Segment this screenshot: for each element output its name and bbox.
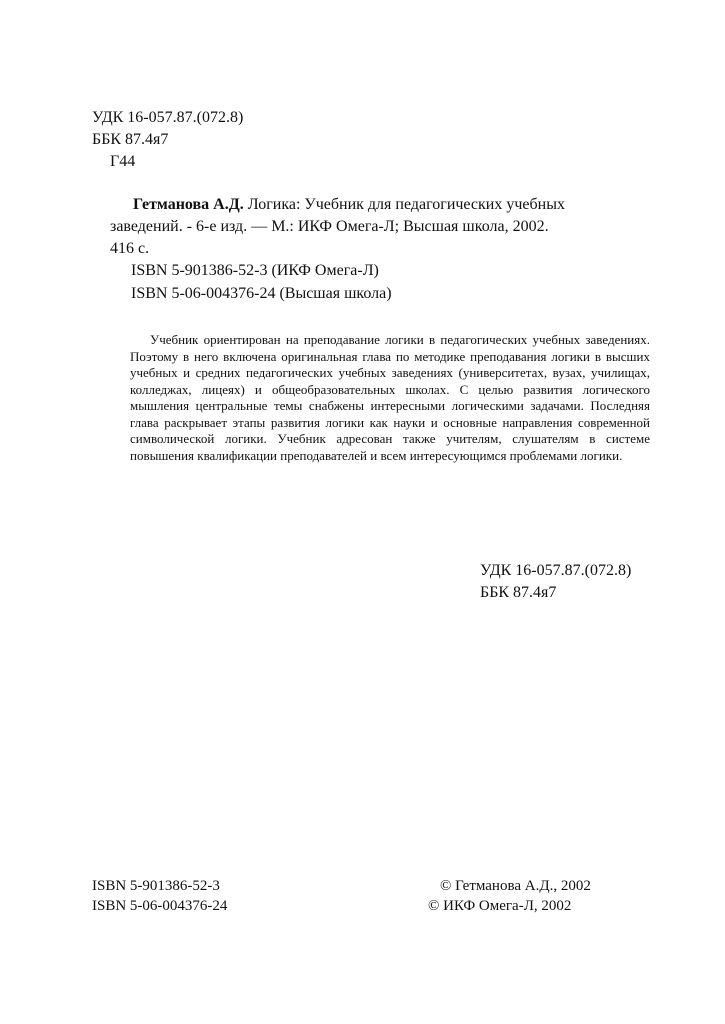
bbk-code: ББК 87.4я7	[92, 131, 169, 148]
udk-code-bottom: УДК 16-057.87.(072.8)	[480, 562, 632, 579]
isbn-line-2: ISBN 5-06-004376-24 (Высшая школа)	[131, 285, 392, 302]
copyright-publisher: © ИКФ Омега-Л, 2002	[428, 898, 572, 914]
copyright-author: © Гетманова А.Д., 2002	[440, 878, 591, 894]
footer-isbn-1: ISBN 5-901386-52-3	[92, 878, 220, 894]
bibliographic-line-1	[133, 194, 565, 216]
author-mark: Г44	[110, 153, 136, 170]
bbk-code-bottom: ББК 87.4я7	[480, 584, 557, 601]
author-name: Гетманова А.Д.	[133, 196, 244, 213]
isbn-line-1: ISBN 5-901386-52-3 (ИКФ Омега-Л)	[131, 262, 379, 279]
annotation-paragraph: Учебник ориентирован на преподавание логики в педагогических учебных заведениях. Поэтому в него включена оригинальная глава по методике преподавания логики в высших учебных и средних педагогических учебных заведениях (университетах, вузах, училищах, колледжах, лицеях) и общеобразовательных школах. С целью развития логического мышления центральные темы снабжены интересными логическими задачами. Последняя глава раскрывает этапы развития логики как науки и основные направления современной символической логики. Учебник адресован также учителям, слушателям в системе повышения квалификации преподавателей и всем интересующимся проблемами логики.	[130, 332, 650, 463]
udk-code: УДК 16-057.87.(072.8)	[92, 109, 244, 126]
page-count: 416 с.	[110, 240, 150, 257]
title-text: Логика: Учебник для педагогических учебных	[243, 196, 565, 213]
footer-isbn-2: ISBN 5-06-004376-24	[92, 898, 228, 914]
bibliographic-line-2: заведений. - 6-е изд. — М.: ИКФ Омега-Л; Высшая школа, 2002.	[110, 218, 549, 235]
